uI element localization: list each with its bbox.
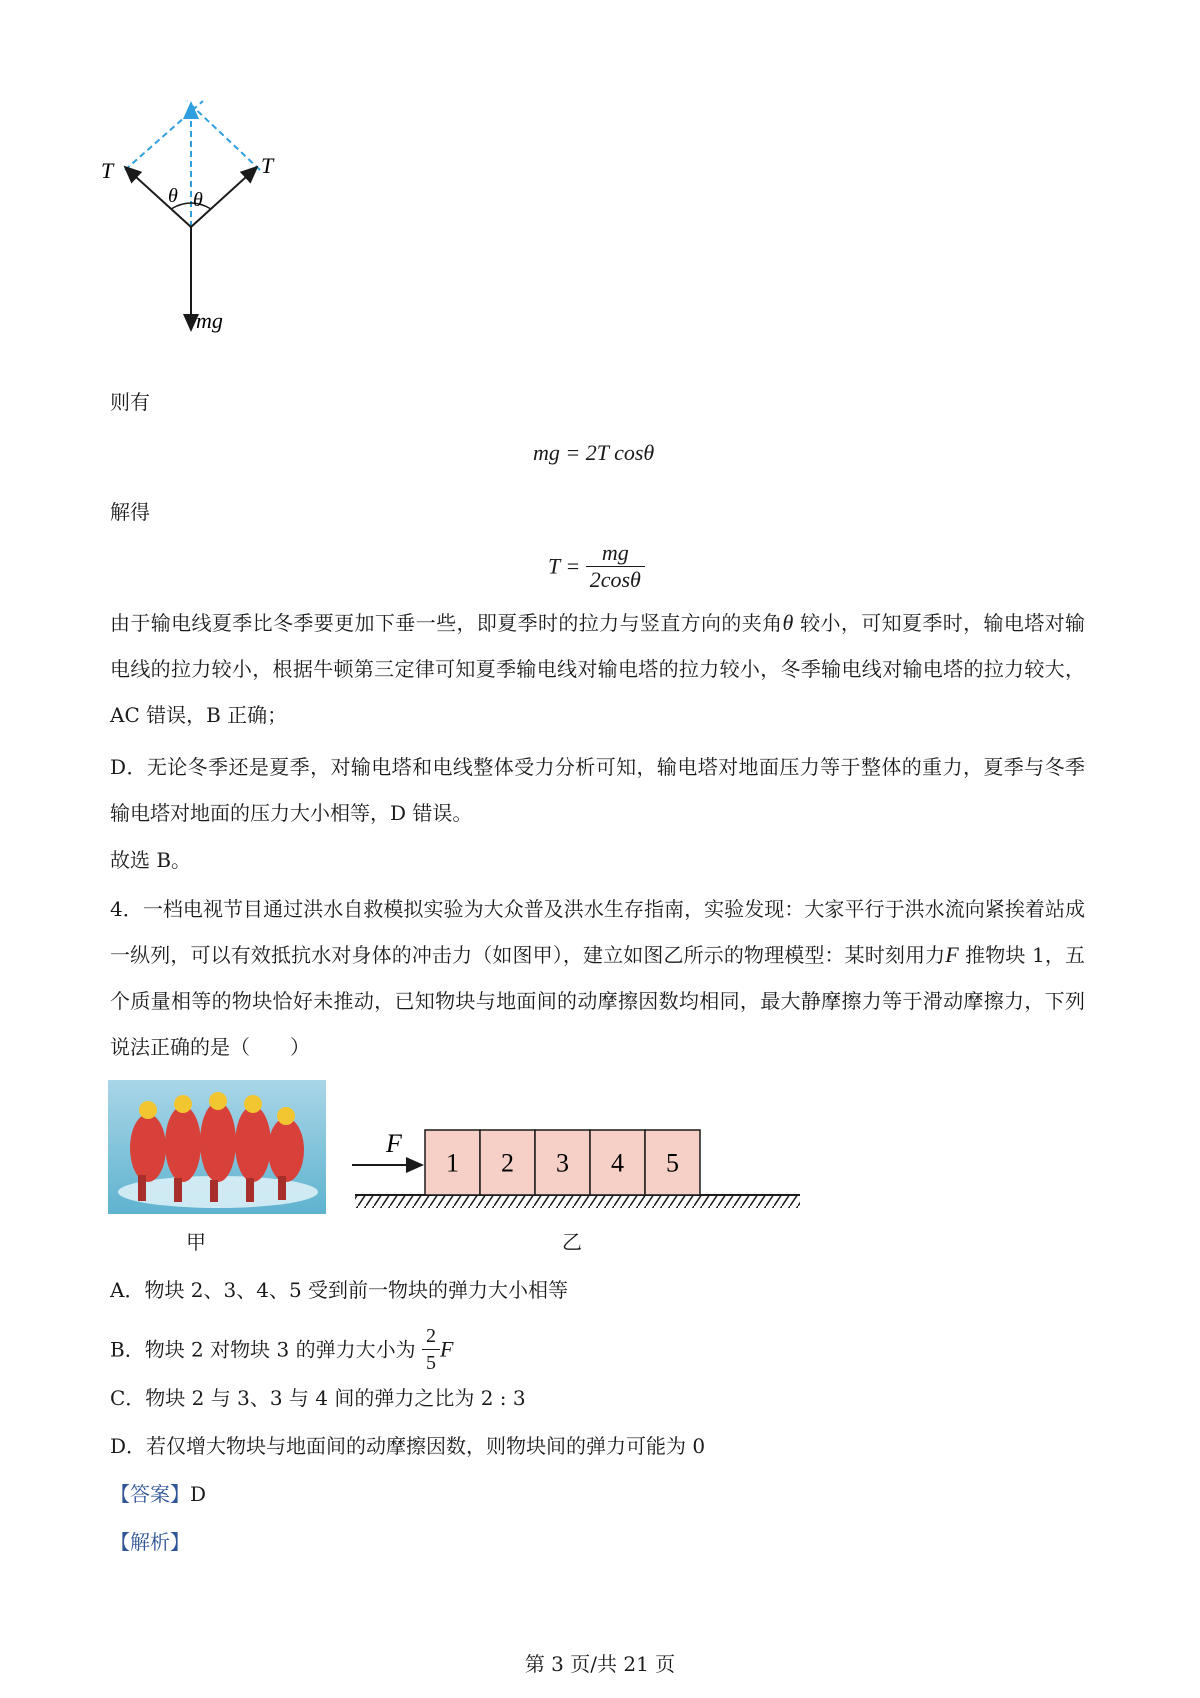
force-diagram [95, 95, 295, 365]
option-a: A．物块 2、3、4、5 受到前一物块的弹力大小相等 [110, 1278, 569, 1302]
stem-force-symbol: F [945, 942, 959, 967]
answer-tag: 【答案】 [110, 1482, 190, 1506]
para1-part-a: 由于输电线夏季比冬季要更加下垂一些，即夏季时的拉力与竖直方向的夹角 [110, 611, 783, 635]
blocks-group [425, 1130, 700, 1195]
para1-part-b: 较小，可知夏季时，输电塔对输电线的拉力较小，根据牛顿第三定律可知夏季输电线对输电塔的拉力较小，冬季输电线对输电塔的拉力较大，AC 错误，B 正确； [110, 611, 1086, 727]
force-label-F: F [386, 1129, 402, 1158]
answer-value: D [190, 1482, 207, 1506]
choose-b-text: 故选 B。 [110, 848, 192, 872]
option-b-text: B．物块 2 对物块 3 的弹力大小为 [110, 1337, 416, 1362]
analysis-line [110, 1530, 190, 1554]
option-b-force-symbol: F [439, 1336, 454, 1362]
label-mg: mg [196, 308, 223, 333]
blocks-diagram [350, 1110, 805, 1210]
block-label-3: 3 [556, 1148, 569, 1178]
block-label-5: 5 [666, 1148, 679, 1178]
para1-theta: θ [782, 610, 794, 635]
solve-label: 解得 [110, 500, 150, 524]
page-footer: 第 3 页/共 21 页 [524, 1652, 676, 1676]
stem-part-a: 4．一档电视节目通过洪水自救模拟实验为大众普及洪水生存指南，实验发现：大家平行于洪水流向紧挨着站成一纵列，可以有效抵抗水对身体的冲击力（如图甲），建立如图乙所示的物理模型：某时刻用力 [110, 897, 1085, 967]
figure-jia-caption: 甲 [186, 1230, 206, 1254]
label-theta-right: θ [193, 189, 203, 211]
equation-tension-result [548, 540, 645, 593]
option-b-numerator: 2 [422, 1323, 440, 1350]
explanation-paragraph [110, 600, 1085, 738]
block-label-2: 2 [501, 1148, 514, 1178]
analysis-tag: 【解析】 [110, 1530, 190, 1554]
option-b-fraction [422, 1323, 440, 1376]
dashed-line-right [187, 101, 260, 170]
option-b-denominator: 5 [425, 1352, 436, 1374]
block-label-4: 4 [611, 1148, 624, 1178]
eq2-numerator: mg [586, 540, 645, 567]
label-T-right: T [261, 153, 274, 178]
flood-rescue-photo [108, 1080, 326, 1214]
equation-tension-balance: mg = 2T cosθ [533, 440, 655, 465]
eq2-fraction [586, 540, 645, 593]
answer-line [110, 1482, 206, 1506]
block-label-1: 1 [446, 1148, 459, 1178]
question-4-stem [110, 886, 1085, 1070]
figure-yi-caption: 乙 [562, 1230, 582, 1254]
stem-part-b: 推物块 1，五个质量相等的物块恰好未推动，已知物块与地面间的动摩擦因数均相同，最大静摩擦力等于滑动摩擦力，下列说法正确的是（ ） [110, 943, 1085, 1059]
option-b [110, 1318, 453, 1380]
option-d: D．若仅增大物块与地面间的动摩擦因数，则物块间的弹力可能为 0 [110, 1434, 706, 1458]
option-d-explanation: D．无论冬季还是夏季，对输电塔和电线整体受力分析可知，输电塔对地面压力等于整体的重力，夏季与冬季输电塔对地面的压力大小相等，D 错误。 [110, 755, 1085, 825]
ground-hatch [355, 1196, 800, 1208]
option-c: C．物块 2 与 3、3 与 4 间的弹力之比为 2 : 3 [110, 1386, 526, 1410]
label-theta-left: θ [168, 185, 178, 207]
eq2-lhs: T = [548, 553, 581, 579]
eq2-denominator: 2cosθ [589, 567, 641, 592]
tension-arrow-left [125, 167, 191, 227]
then-have-label: 则有 [110, 390, 150, 414]
label-T-left: T [101, 158, 114, 183]
